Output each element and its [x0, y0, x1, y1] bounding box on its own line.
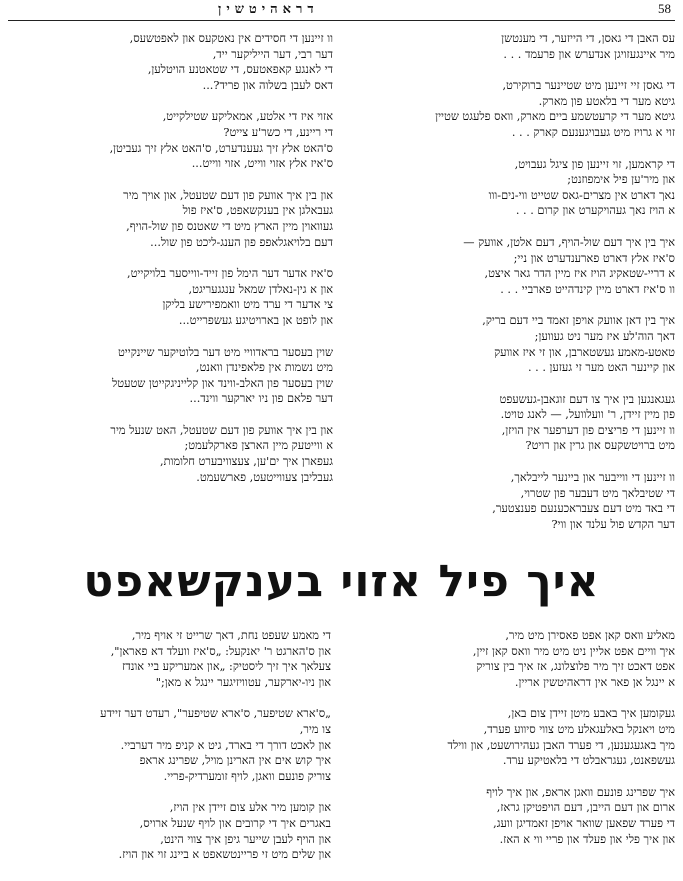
- verse-line: און איך פלי און פעלד און פריי ווי א האז.: [499, 832, 675, 846]
- verse-line: די שטיבלאך מיט דעבער פון שטרוי,: [520, 486, 675, 500]
- verse-line: עס האבן די גאסן, די הייזער, די מענטשן: [501, 32, 675, 45]
- stanza: [345, 470, 675, 532]
- verse-line: דער רבי, דער הייליקער ייד,: [212, 47, 333, 61]
- verse-line: א דריי-שטאקיג הויז איז מיין הדר גאר איצט,: [484, 267, 675, 281]
- verse-line: פון מיין זיידן, ר' וועלוועל, — לאנג טויט.: [500, 408, 675, 422]
- verse-line: צי אדער די ערד מיט וואמפירישע בליקן: [162, 298, 333, 312]
- verse-line: געשפאנט, געגראבלט די בלאטיקע ערד.: [502, 754, 675, 768]
- verse-line: די מאמע שעפט נחת, דאך שרייט זי אויף מיר,: [131, 629, 331, 642]
- verse-line: דאס לעבן בשלוה און פריד?...: [202, 78, 333, 92]
- stanza: [340, 785, 675, 847]
- verse-line: א ווייטעק מיין הארצן פארקלעמט;: [184, 439, 333, 453]
- stanza: [3, 266, 333, 328]
- verse-line: און בין איך אוועק פון דעם שטעטל, און אויך מיר: [123, 188, 333, 202]
- stanza: [345, 313, 675, 375]
- verse-line: ארום און דעם הייבן, דעם הויפטיקן גראז,: [496, 801, 675, 815]
- poem-title: איך פיל אזוי בענקשאפט: [83, 556, 600, 607]
- verse-line: און קומען מיר אלע צום זיידן אין הויז,: [169, 801, 331, 815]
- verse-line: מיט ברויטשקעס און גרין און רויט?: [525, 439, 675, 453]
- verse-line: ס'איז אדער דער הימל פון זייד-ווייסער בלויקייט,: [127, 267, 333, 281]
- stanza: [3, 423, 333, 485]
- verse-line: איך קוש אים אין הארינן מויל, שפרינג אראפ: [139, 754, 331, 768]
- stanza: [5, 800, 331, 862]
- verse-line: שוין בעסער בראדוויי מיט דער בלוטיקער שיינקייט: [117, 345, 333, 359]
- verse-line: וו זיינען די פריצים פון דערפער אין הויזן,: [501, 423, 675, 437]
- stanza: [340, 628, 675, 690]
- verse-line: טאטע-מאמע געשטארבן, און זי איז אוועק: [494, 345, 675, 359]
- verse-line: און לאכט דורך די בארד, גיט א קניפ מיר דערביי.: [120, 738, 331, 752]
- verse-line: „ס'ארא שטיפער, ס'ארא שטיפער", רעדט דער זיידע: [100, 707, 331, 721]
- verse-line: געקומען איך באבע מיטן זיידן צום באן,: [507, 707, 675, 721]
- verse-line: און שלים מיט זי פריינטשאפט א ביינג זוי און הויז.: [118, 848, 331, 862]
- verse-line: גיטא מער די קרעטשמע ביים מארק, וואס פלעגט שטיין: [435, 110, 675, 124]
- stanza: [340, 706, 675, 768]
- verse-line: צו מיר,: [299, 722, 331, 736]
- verse-line: ס'האט אלץ זיך געענדערט, ס'האט אלץ זיך געביטן,: [109, 141, 333, 155]
- verse-line: און בין איך אוועק פון דעם שטעטל, האט שנעל מיר: [110, 423, 333, 437]
- left-column-top: [3, 31, 333, 501]
- verse-line: די פערד שפאען שוואר אויפן זאמדיגן וועג,: [493, 816, 675, 830]
- verse-line: און א גין-נאלדן שמאל ענגגעריגט,: [188, 282, 333, 296]
- verse-line: און לופט אן בארויטיגע געשפרייט...: [178, 313, 333, 327]
- verse-line: א הויז נאך געהויקערט און קרום . . .: [515, 204, 675, 218]
- stanza: [345, 31, 675, 62]
- verse-line: א יינגל אן פאר אין דראהיטשין אריין.: [514, 675, 675, 689]
- stanza: [5, 706, 331, 784]
- verse-line: און ס'הארגט ר' יאנקעל: „ס'איז וועלד דא פאראן",: [110, 644, 331, 658]
- stanza: [345, 78, 675, 140]
- verse-line: די באד מיט דעם צעבראכענעם פענצטער,: [492, 502, 675, 516]
- verse-line: ס'איז אלץ דארט פארענדערט און ניי;: [513, 251, 675, 265]
- right-column-bottom: [340, 628, 675, 863]
- verse-line: און קיינער האט מער זי געזען . . .: [527, 361, 675, 375]
- verse-line: וו זיינען די חסידים אין נאטקעס און לאפטשעס,: [129, 32, 333, 45]
- verse-line: איך בין איך דעם שול-הויף, דעם אלטן, אוועק —: [463, 235, 675, 249]
- verse-line: מיך באגעגענען, די פערד האבן געהירושעט, און ווילד: [447, 738, 675, 752]
- page-number: 58: [658, 1, 671, 16]
- stanza: [3, 188, 333, 250]
- verse-line: מיט נשמות אין פלאפינדן וואנט,: [195, 361, 333, 375]
- verse-line: מאליע וואס קאן אפט פאסירן מיט מיר,: [505, 629, 675, 642]
- verse-line: מיר איינגעזויגן אנדערש און פרעמד . . .: [503, 47, 675, 61]
- stanza: [345, 392, 675, 454]
- verse-line: צעלאך איך זיך ליסטיק: „און אמעריקע ביי אונדז: [122, 660, 331, 674]
- verse-line: איך שפרינג פונעם וואגן אראפ, און איך לויף: [486, 785, 675, 799]
- verse-line: דאך הוה'לע איז מער ניט געווען;: [534, 329, 675, 343]
- verse-line: געפארן איך ים'ען, צעצוויבערט חלומות,: [160, 455, 333, 469]
- verse-line: ס'איז אלץ אזוי ווייט, אזוי ווייט...: [191, 157, 333, 171]
- verse-line: געבאלגן אין בענקשאפט, ס'איז פול: [182, 204, 333, 218]
- stanza: [5, 628, 331, 690]
- verse-line: באגרים איך די קרובים און לויף שנעל ארויס,: [139, 816, 331, 830]
- verse-line: וו זיינען די ווייבער און ביינער לייבלאך,: [510, 471, 675, 485]
- verse-line: די ריינע, די כשר'ע צייט?: [223, 125, 333, 139]
- verse-line: גיטא מער די בלאטע פון מארק.: [538, 94, 675, 108]
- verse-line: געגאנגען בין איך צו דעם זוגאבן-געשעפט: [499, 392, 675, 406]
- verse-line: די לאנגע קאפאטעס, די שטאטנע הויטלען,: [147, 63, 333, 77]
- stanza: [3, 109, 333, 171]
- stanza: [345, 157, 675, 219]
- verse-line: איך וויים אפט אליין ניט מיט מיר וואס קאן זיין,: [472, 644, 675, 658]
- verse-line: אזוי איז די אלטע, אמאליקע שטילקייט,: [162, 110, 333, 124]
- verse-line: דעם בלויאגלאפפ פון הענג-ליכט פון שול...: [150, 235, 333, 249]
- stanza: [3, 345, 333, 407]
- verse-line: מיט ויאנקל באלעגאלע מיט צווי סיווע פערד,: [483, 722, 675, 736]
- verse-line: נאך דארט אין מצרים-גאס שטייט ווי-נים-ווו: [488, 188, 675, 202]
- verse-line: אפט דאכט זיך מיר פלוצלונג, אז איך בין צוריק: [476, 660, 675, 674]
- verse-line: און ניו-יארקער, עטוויזיגער יינגל א מאן;": [155, 675, 331, 689]
- verse-line: דער פלאם פון ניו יארקער ווינד...: [189, 392, 333, 406]
- verse-line: געוואוין מיין הארץ מיט די שאטנס פון שול-הויף,: [126, 219, 333, 233]
- left-column-bottom: [5, 628, 331, 879]
- verse-line: און מיר'ען פיל אימפוזנט;: [567, 173, 675, 187]
- verse-line: זוי א גרויז מיט געבויגענעם קארק . . .: [511, 125, 675, 139]
- verse-line: שוין בעסער פון האלב-ווינד און קלייניגקייטן שטעטל: [111, 376, 333, 390]
- stanza: [3, 31, 333, 93]
- verse-line: די גאסן זיי זיינען מיט שטיינער ברוקירט,: [502, 79, 675, 93]
- running-head: דראהיטשין: [218, 2, 319, 17]
- verse-line: וו ס'איז דארט מיין קינדהייט פארביי . . .: [500, 282, 675, 296]
- verse-line: און הויף לעבן שייער גיפן איך צווי הינט,: [160, 832, 331, 846]
- stanza: [345, 235, 675, 297]
- verse-line: געבליבן צעווייטעט, פארשעמט.: [196, 470, 333, 484]
- verse-line: די קראמען, זוי זיינען פון ציגל געבויט,: [514, 157, 675, 171]
- verse-line: צוריק פונעם וואגן, לויף זומערדיק-פריי.: [163, 769, 331, 783]
- verse-line: איך בין דאן אוועק אויפן זאמד ביי דעם בריק,: [482, 314, 675, 328]
- page-header: [8, 0, 675, 21]
- verse-line: דער הקדש פול עלנד און ווי?: [551, 517, 675, 531]
- right-column-top: [345, 31, 675, 548]
